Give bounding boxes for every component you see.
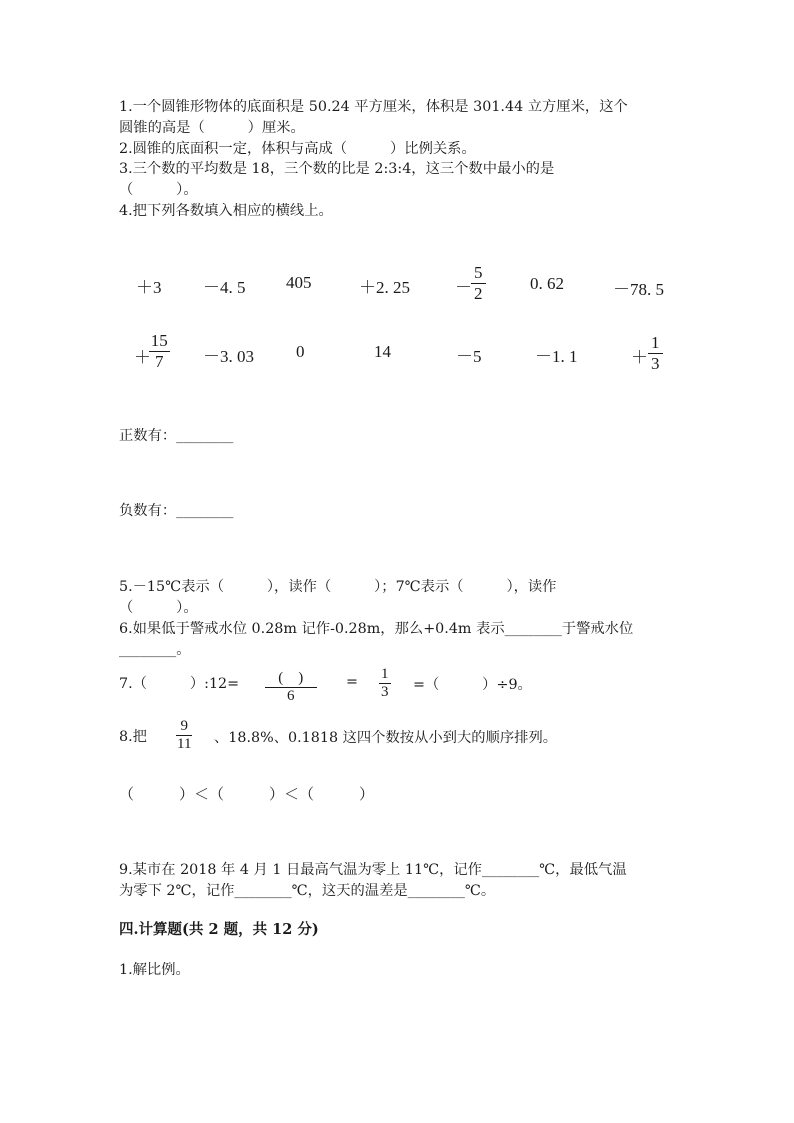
q3-line2: （ ）。 bbox=[119, 182, 198, 198]
q8-answer-blanks: （ ）＜（ ）＜（ ） bbox=[119, 785, 375, 803]
number-item: －3. 03 bbox=[203, 347, 254, 366]
number-item: ＋3 bbox=[136, 278, 162, 297]
number-item: －5 bbox=[456, 347, 482, 366]
s4-q1: 1.解比例。 bbox=[119, 962, 190, 978]
fraction-sign: － bbox=[455, 278, 472, 297]
positive-numbers-label: 正数有：________ bbox=[119, 428, 234, 444]
q7-start: 7.（ ）:12= bbox=[119, 676, 240, 692]
number-item: 0 bbox=[296, 342, 305, 361]
fraction-denominator: 11 bbox=[177, 736, 192, 752]
q5-line1: 5.－15℃表示（ ），读作（ ）；7℃表示（ ），读作 bbox=[119, 579, 557, 595]
fraction-numerator: 1 bbox=[381, 666, 389, 682]
fraction-fifteen-sevenths bbox=[149, 331, 170, 372]
fraction-numerator: 5 bbox=[474, 263, 483, 282]
q8-suffix: 、18.8%、0.1818 这四个数按从小到大的顺序排列。 bbox=[214, 730, 558, 746]
fraction-numerator: 15 bbox=[150, 331, 168, 350]
q9-line1: 9.某市在 2018 年 4 月 1 日最高气温为零上 11℃，记作________℃，最低气温 bbox=[119, 862, 627, 878]
q5-line2: （ ）。 bbox=[119, 600, 198, 616]
fraction-denominator: 3 bbox=[648, 353, 663, 374]
fraction-numerator: ( ) bbox=[278, 670, 304, 686]
fraction-numerator: 1 bbox=[651, 333, 660, 352]
fraction-sign: ＋ bbox=[134, 348, 151, 367]
fraction-denominator: 7 bbox=[149, 351, 170, 372]
number-item: －78. 5 bbox=[613, 280, 664, 299]
fraction-denominator: 3 bbox=[381, 684, 389, 700]
q1-line2: 圆锥的高是（ ）厘米。 bbox=[119, 120, 305, 136]
number-item: 405 bbox=[286, 273, 312, 292]
q8-fraction-nine-elevenths bbox=[176, 718, 192, 753]
number-item: 14 bbox=[374, 342, 391, 361]
q8-prefix: 8.把 bbox=[119, 729, 147, 745]
fraction-five-halves bbox=[471, 263, 486, 304]
q6-line2: ________。 bbox=[119, 642, 191, 658]
q7-fraction-blank-sixths bbox=[265, 666, 317, 705]
q7-equals: = bbox=[346, 674, 358, 690]
q7-fraction-one-third bbox=[379, 666, 391, 701]
negative-numbers-label: 负数有：________ bbox=[119, 503, 234, 519]
q3-line1: 3.三个数的平均数是 18，三个数的比是 2:3:4，这三个数中最小的是 bbox=[119, 161, 555, 177]
q2: 2.圆锥的底面积一定，体积与高成（ ）比例关系。 bbox=[119, 141, 476, 157]
q6-line1: 6.如果低于警戒水位 0.28m 记作-0.28m，那么+0.4m 表示________于警戒水位 bbox=[119, 621, 634, 637]
fraction-denominator: 2 bbox=[471, 283, 486, 304]
fraction-numerator: 9 bbox=[180, 718, 188, 734]
q1-line1: 1.一个圆锥形物体的底面积是 50.24 平方厘米，体积是 301.44 立方厘米，这个 bbox=[119, 99, 628, 115]
section4-title: 四.计算题(共 2 题，共 12 分) bbox=[119, 921, 319, 938]
fraction-one-third bbox=[648, 333, 663, 374]
fraction-sign: ＋ bbox=[631, 348, 648, 367]
q7-end: =（ ）÷9。 bbox=[413, 677, 532, 693]
number-item: －1. 1 bbox=[535, 347, 578, 366]
number-item: 0. 62 bbox=[530, 274, 564, 293]
number-item: －4. 5 bbox=[203, 278, 246, 297]
fraction-denominator: 6 bbox=[265, 687, 317, 705]
number-item: ＋2. 25 bbox=[359, 278, 410, 297]
q4: 4.把下列各数填入相应的横线上。 bbox=[119, 203, 333, 219]
q9-line2: 为零下 2℃，记作________℃，这天的温差是________℃。 bbox=[119, 883, 496, 899]
